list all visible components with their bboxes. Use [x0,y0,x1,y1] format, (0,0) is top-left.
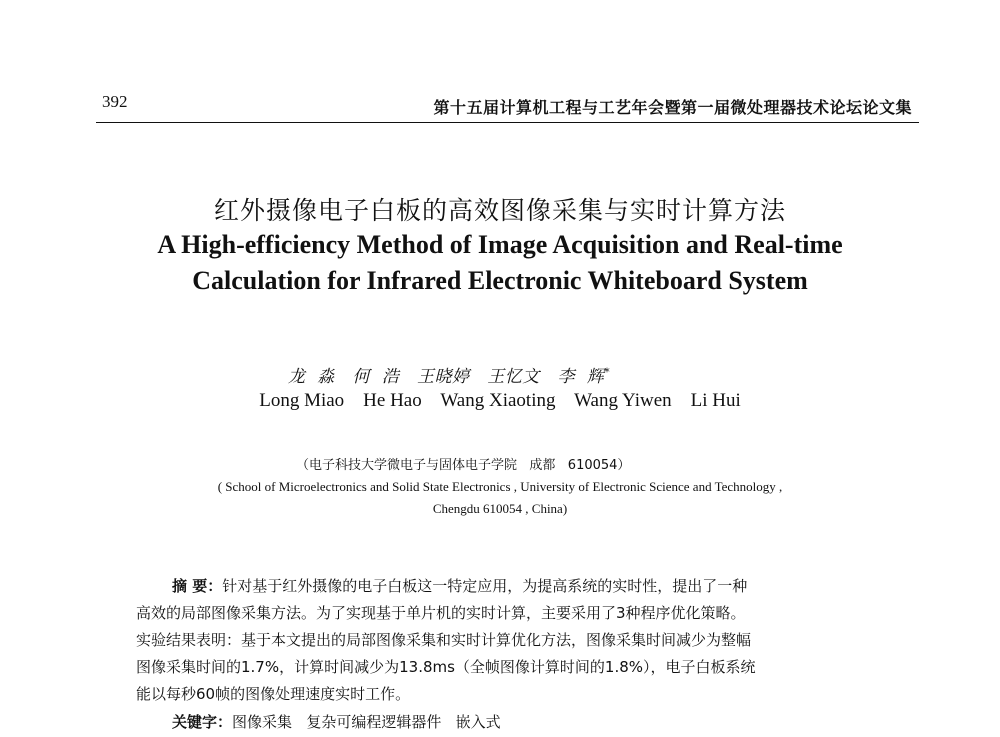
abstract-line: 实验结果表明：基于本文提出的局部图像采集和实时计算优化方法，图像采集时间减少为整幅 [136,631,752,649]
abstract-line [136,573,888,600]
abstract [136,573,888,708]
title-english-line1: A High-efficiency Method of Image Acquisition and Real-time [157,230,843,259]
header-rule [96,122,919,123]
keywords [172,711,501,732]
abstract-line: 能以每秒60帧的图像处理速度实时工作。 [136,685,411,703]
page-number: 392 [102,92,128,111]
abstract-line: 高效的局部图像采集方法。为了实现基于单片机的实时计算，主要采用了3种程序优化策略。 [136,604,746,622]
affiliation-english-line1: ( School of Microelectronics and Solid State Electronics , University of Electronic Science and Technology , [217,479,783,494]
keywords-value: 图像采集 复杂可编程逻辑器件 嵌入式 [232,713,501,731]
title-english-line2: Calculation for Infrared Electronic Whiteboard System [192,266,808,295]
authors-chinese [288,362,610,387]
keywords-label: 关键字： [172,713,233,731]
affiliation-english-line2: Chengdu 610054 , China) [432,501,568,516]
authors-chinese-names: 龙 淼 何 浩 王晓婷 王忆文 李 辉 [288,367,605,387]
abstract-label: 摘 要： [172,577,223,595]
abstract-text-1: 针对基于红外摄像的电子白板这一特定应用，为提高系统的实时性，提出了一种 [222,577,748,595]
corresponding-author-mark: * [604,365,611,379]
authors-english: Long Miao He Hao Wang Xiaoting Wang Yiwen Li Hui [259,390,741,411]
affiliation-chinese: （电子科技大学微电子与固体电子学院 成都 610054） [296,458,631,473]
title-chinese: 红外摄像电子白板的高效图像采集与实时计算方法 [213,196,786,225]
abstract-line: 图像采集时间的1.7%，计算时间减少为13.8ms（全帧图像计算时间的1.8%），电子白板系统 [136,658,756,676]
running-head: 第十五届计算机工程与工艺年会暨第一届微处理器技术论坛论文集 [433,98,912,117]
